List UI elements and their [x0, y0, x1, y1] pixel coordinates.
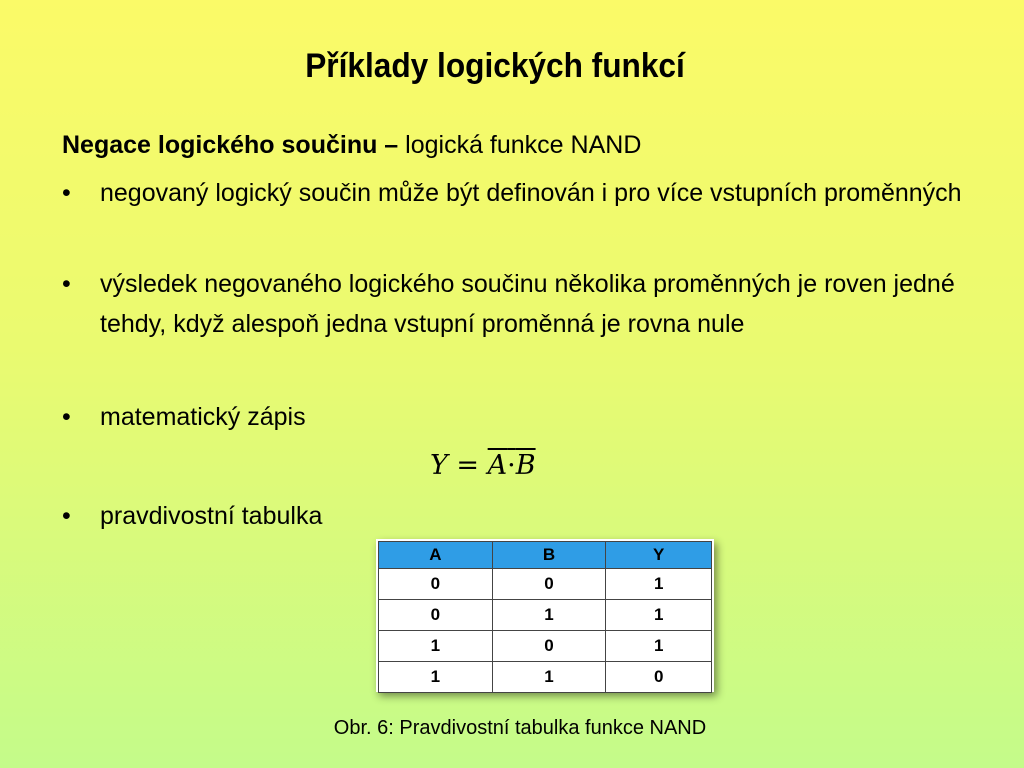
table-row — [379, 662, 712, 693]
bullet-item — [62, 397, 972, 437]
section-heading-bold: Negace logického součinu – — [62, 131, 399, 159]
table-cell: 0 — [492, 631, 606, 662]
formula-rhs-negated — [488, 450, 536, 481]
slide-title: Příklady logických funkcí — [305, 47, 685, 85]
formula-dot: · — [507, 450, 516, 481]
truth-table — [378, 541, 712, 693]
formula-equals: = — [456, 450, 480, 481]
formula-var-a: A — [487, 450, 508, 481]
bullet-text: negovaný logický součin může být definován i pro více vstupních proměnných — [100, 179, 962, 207]
truth-table-frame — [376, 539, 714, 692]
table-cell: 1 — [606, 600, 712, 631]
bullet-item — [62, 496, 972, 536]
bullet-text: matematický zápis — [100, 403, 306, 431]
bullet-item — [62, 264, 972, 344]
table-cell: 1 — [492, 662, 606, 693]
bullet-text: pravdivostní tabulka — [100, 502, 323, 530]
column-header-a: A — [379, 542, 493, 569]
column-header-y: Y — [606, 542, 712, 569]
formula-var-b: B — [515, 450, 536, 481]
table-header-row — [379, 542, 712, 569]
math-formula — [430, 446, 536, 486]
column-header-b: B — [492, 542, 606, 569]
bullet-item — [62, 173, 972, 213]
formula-lhs: Y — [430, 450, 448, 481]
table-cell: 0 — [606, 662, 712, 693]
section-heading-normal: logická funkce NAND — [398, 131, 642, 159]
table-cell: 1 — [379, 631, 493, 662]
table-cell: 1 — [492, 600, 606, 631]
bullet-dot: • — [62, 403, 71, 431]
figure-caption: Obr. 6: Pravdivostní tabulka funkce NAND — [333, 717, 707, 739]
table-row — [379, 600, 712, 631]
table-row — [379, 631, 712, 662]
bullet-dot: • — [62, 270, 71, 298]
table-cell: 1 — [606, 631, 712, 662]
bullet-dot: • — [62, 502, 71, 530]
table-cell: 1 — [606, 569, 712, 600]
bullet-text: výsledek negovaného logického součinu několika proměnných je roven jedné tehdy, když alespoň jedna vstupní proměnná je rovna nule — [100, 270, 955, 338]
table-cell: 0 — [379, 569, 493, 600]
table-cell: 0 — [379, 600, 493, 631]
table-cell: 1 — [379, 662, 493, 693]
bullet-dot: • — [62, 179, 71, 207]
table-row — [379, 569, 712, 600]
table-cell: 0 — [492, 569, 606, 600]
section-heading — [62, 125, 982, 165]
